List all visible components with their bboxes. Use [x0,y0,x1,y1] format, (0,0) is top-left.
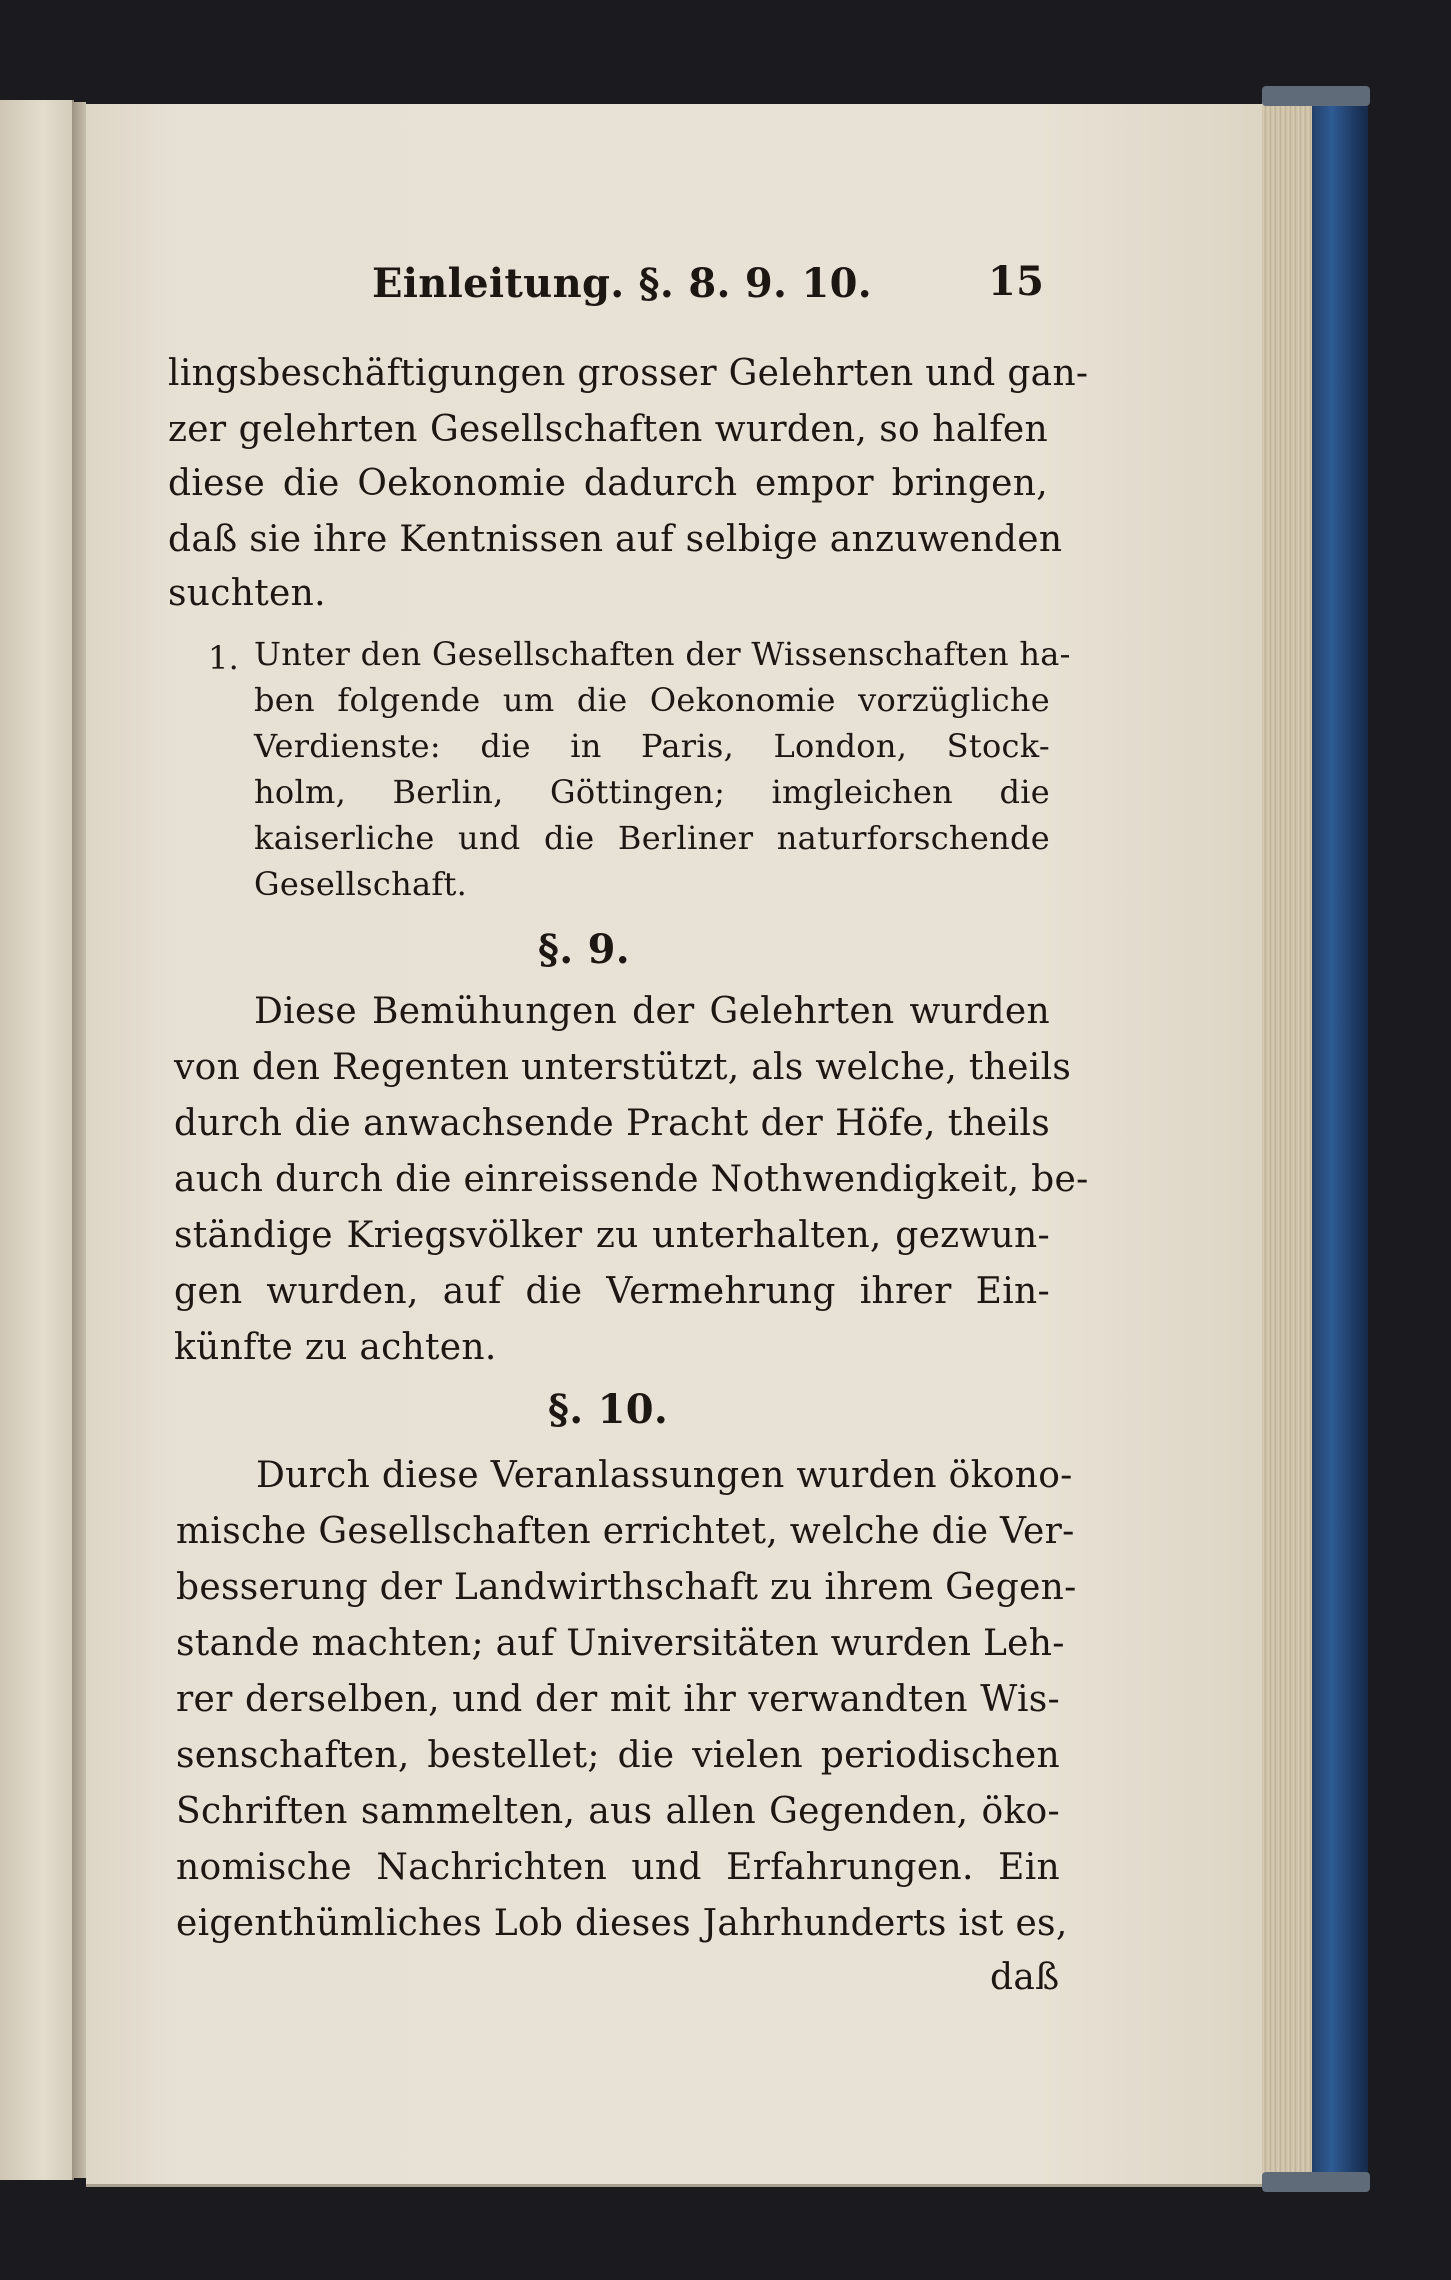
text-line: stande machten; auf Universitäten wurden Leh- [176,1623,1065,1664]
text-line: senschaften, bestellet; die vielen periodischen [176,1735,1060,1776]
running-title: Einleitung. §. 8. 9. 10. [372,260,872,307]
note-line: Gesellschaft. [254,865,468,903]
text-line: gen wurden, auf die Vermehrung ihrer Ein- [174,1271,1050,1312]
text-line: besserung der Landwirthschaft zu ihrem Gegen- [176,1567,1077,1608]
section-heading-9: §. 9. [538,926,631,973]
text-line: Schriften sammelten, aus allen Gegenden, öko- [176,1791,1060,1832]
note-line: kaiserliche und die Berliner naturforschende [254,819,1050,857]
note-line: ben folgende um die Oekonomie vorzügliche [254,681,1050,719]
note-line: holm, Berlin, Göttingen; imgleichen die [254,773,1050,811]
text-line: auch durch die einreissende Nothwendigkeit, be- [174,1159,1089,1200]
text-line: Diese Bemühungen der Gelehrten wurden [254,991,1050,1032]
note-line: Verdienste: die in Paris, London, Stock- [254,727,1050,765]
text-line: ständige Kriegsvölker zu unterhalten, gezwun- [174,1215,1050,1256]
page-number: 15 [988,258,1045,305]
section-heading-10: §. 10. [548,1386,669,1433]
text-line: lingsbeschäftigungen grosser Gelehrten und gan- [168,353,1089,394]
note-line: Unter den Gesellschaften der Wissenschaften ha- [254,635,1071,673]
text-line: von den Regenten unterstützt, als welche, theils [174,1047,1072,1088]
text-line: zer gelehrten Gesellschaften wurden, so halfen [168,409,1048,450]
text-line: Durch diese Veranlassungen wurden ökono- [256,1455,1073,1496]
text-line: suchten. [168,573,326,614]
text-line: nomische Nachrichten und Erfahrungen. Ein [176,1847,1060,1888]
text-line: künfte zu achten. [174,1327,497,1368]
note-marker: 1. [208,639,240,677]
text-line: durch die anwachsende Pracht der Höfe, theils [174,1103,1050,1144]
text-line: mische Gesellschaften errichtet, welche die Ver- [176,1511,1075,1552]
text-line: rer derselben, und der mit ihr verwandten Wis- [176,1679,1060,1720]
text-line: eigenthümliches Lob dieses Jahrhunderts ist es, [176,1903,1068,1944]
text-line: diese die Oekonomie dadurch empor bringen, [168,463,1048,504]
text-line: daß sie ihre Kentnissen auf selbige anzuwenden [168,519,1063,560]
catchword: daß [990,1957,1060,1998]
